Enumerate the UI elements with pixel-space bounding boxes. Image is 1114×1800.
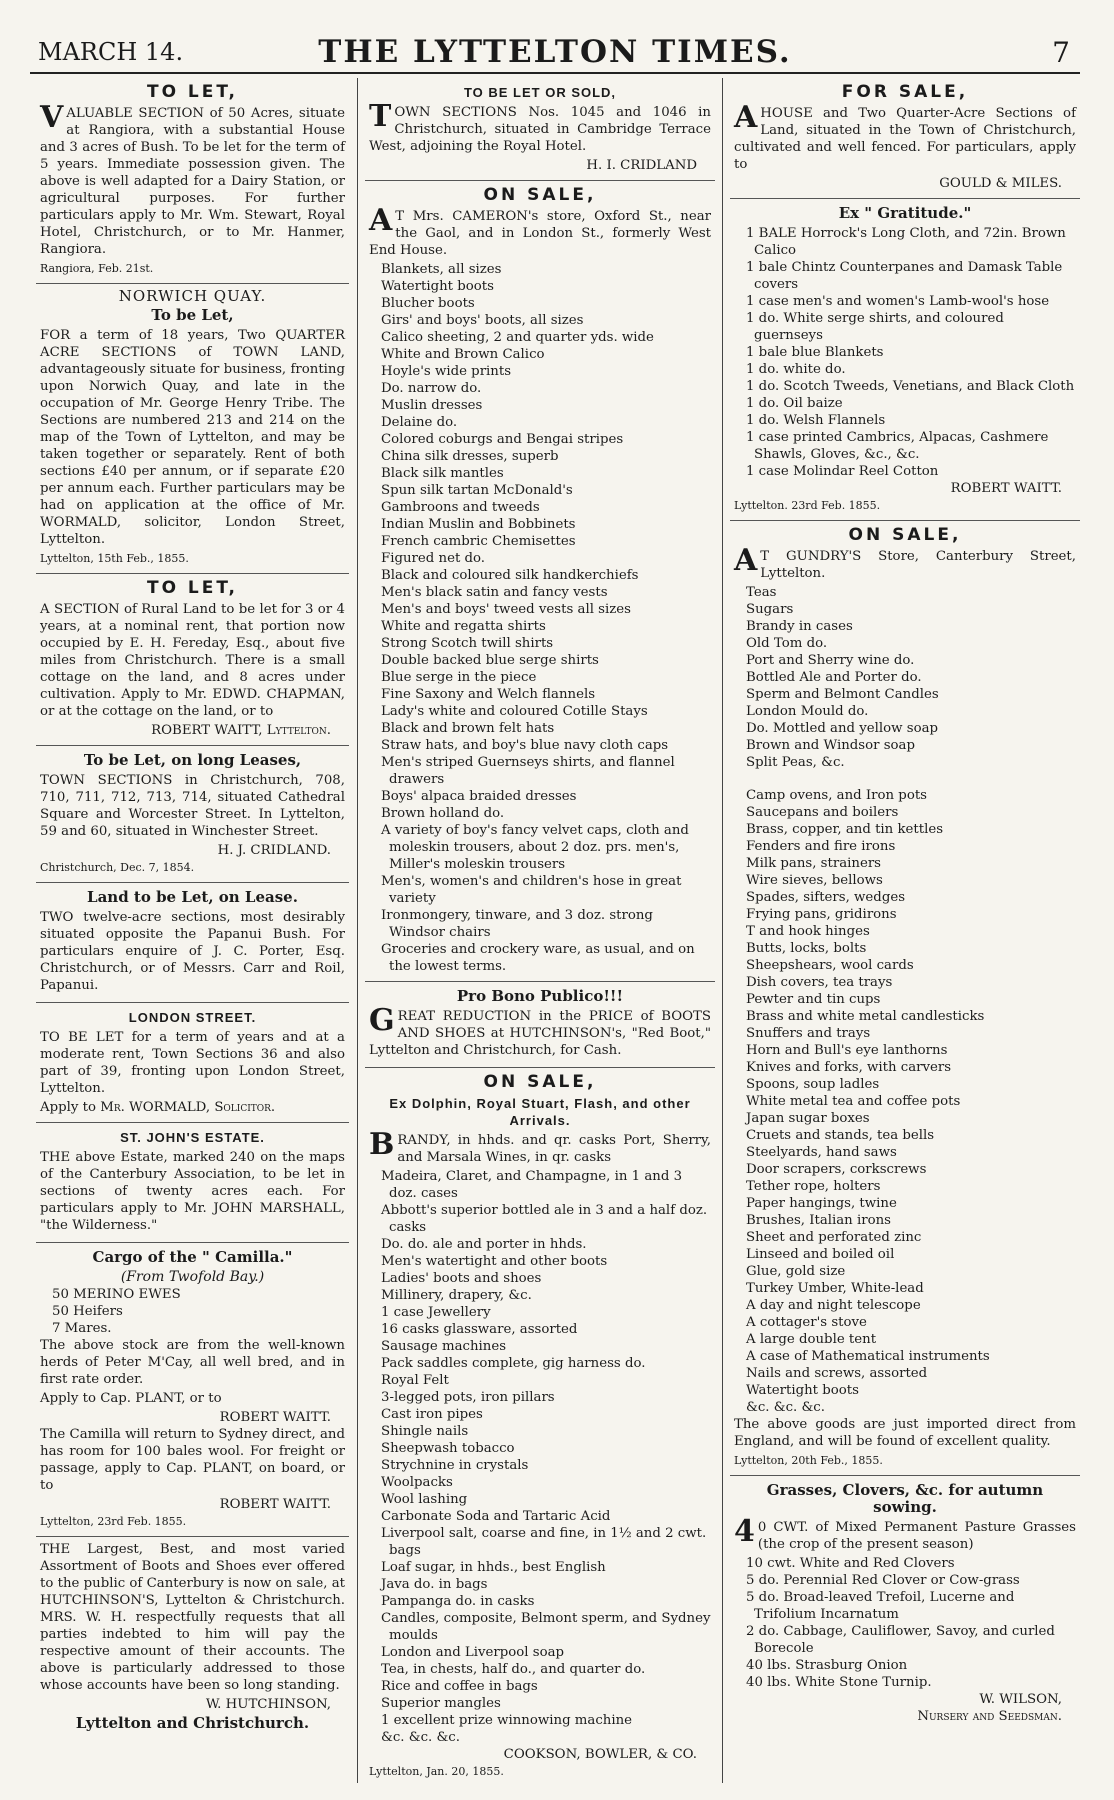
list-item: Carbonate Soda and Tartaric Acid	[381, 1509, 611, 1524]
list-item: Saucepans and boilers	[746, 805, 899, 820]
list-item: Spun silk tartan McDonald's	[381, 483, 573, 498]
list-item: Fine Saxony and Welch flannels	[381, 687, 596, 702]
list-item: Japan sugar boxes	[746, 1111, 870, 1126]
advert-land-lease	[36, 883, 349, 1003]
list-item: White metal tea and coffee pots	[746, 1094, 961, 1109]
item-list	[369, 261, 711, 975]
list-item: Blucher boots	[381, 296, 475, 311]
advert-heading: Land to be Let, on Lease.	[87, 888, 298, 906]
advert-signature: Mr. WORMALD, Solicitor.	[100, 1100, 276, 1115]
advert-heading: Ex " Gratitude."	[838, 204, 972, 222]
advert-body: TOWN SECTIONS Nos. 1045 and 1046 in Christchurch, situated in Cambridge Terrace West, adjoining the Royal Hotel.	[369, 99, 711, 154]
advert-heading: TO LET,	[146, 82, 239, 102]
list-item: Sheepwash tobacco	[381, 1441, 515, 1456]
list-item: Cruets and stands, tea bells	[746, 1128, 935, 1143]
advert-long-leases	[36, 746, 349, 883]
list-item: Rice and coffee in bags	[381, 1679, 538, 1694]
advert-hutchinson	[36, 1537, 349, 1741]
list-item: Door scrapers, corkscrews	[746, 1162, 927, 1177]
advert-date: Lyttelton, 23rd Feb. 1855.	[40, 1515, 187, 1528]
list-item: Watertight boots	[746, 1383, 859, 1398]
list-item: Bottled Ale and Porter do.	[746, 670, 922, 685]
advert-body: 40 CWT. of Mixed Permanent Pasture Grasses (the crop of the present season)	[734, 1514, 1076, 1552]
advert-to-let-rural	[36, 574, 349, 746]
list-item: Double backed blue serge shirts	[381, 653, 599, 668]
list-item: Black and brown felt hats	[381, 721, 555, 736]
list-item: 5 do. Broad-leaved Trefoil, Lucerne and Trifolium Incarnatum	[746, 1590, 1015, 1622]
list-item: &c. &c. &c.	[746, 1400, 825, 1415]
column-1	[36, 78, 349, 1783]
list-item: Nails and screws, assorted	[746, 1366, 928, 1381]
column-3	[730, 78, 1080, 1783]
list-item: Dish covers, tea trays	[746, 975, 893, 990]
list-item: Linseed and boiled oil	[746, 1247, 895, 1262]
advert-body: BRANDY, in hhds. and qr. casks Port, Sherry, and Marsala Wines, in qr. casks	[369, 1127, 711, 1165]
advert-body: THE above Estate, marked 240 on the maps of the Canterbury Association, to be let in sections of twenty acres each. For particulars apply to Mr. JOHN MARSHALL, "the Wilderness."	[40, 1150, 345, 1233]
advert-subheading: (From Twofold Bay.)	[120, 1269, 265, 1285]
list-item: 1 case men's and women's Lamb-wool's hose	[746, 294, 1050, 309]
item-list	[734, 1555, 1076, 1691]
list-item: 2 do. Cabbage, Cauliflower, Savoy, and curled Borecole	[746, 1624, 1055, 1656]
list-item: Camp ovens, and Iron pots	[746, 788, 927, 803]
list-item: 1 bale Chintz Counterpanes and Damask Table covers	[746, 260, 1063, 292]
list-item: Brandy in cases	[746, 619, 853, 634]
advert-place: Nursery and Seedsman.	[917, 1709, 1062, 1724]
list-item: 3-legged pots, iron pillars	[381, 1390, 555, 1405]
list-item: White and regatta shirts	[381, 619, 546, 634]
list-item: Sperm and Belmont Candles	[746, 687, 939, 702]
advert-signature: ROBERT WAITT.	[219, 1497, 331, 1512]
list-item: Milk pans, strainers	[746, 856, 882, 871]
list-item: Men's black satin and fancy vests	[381, 585, 608, 600]
page-number: 7	[1052, 36, 1070, 69]
list-item: Watertight boots	[381, 279, 494, 294]
list-item: 1 case Molindar Reel Cotton	[746, 464, 939, 479]
list-item: 1 case printed Cambrics, Alpacas, Cashmere Shawls, Gloves, &c., &c.	[746, 430, 1049, 462]
list-item: Girs' and boys' boots, all sizes	[381, 313, 584, 328]
list-item: Pampanga do. in casks	[381, 1594, 535, 1609]
advert-norwich-quay	[36, 284, 349, 574]
list-item: Sausage machines	[381, 1339, 507, 1354]
advert-heading: NORWICH QUAY.	[118, 287, 267, 305]
masthead	[30, 32, 1080, 74]
advert-signature: ROBERT WAITT.	[219, 1410, 331, 1425]
advert-body: AHOUSE and Two Quarter-Acre Sections of Land, situated in the Town of Christchurch, cultivated and well fenced. For particulars, apply to	[734, 100, 1076, 172]
list-item: Woolpacks	[381, 1475, 453, 1490]
advert-heading: ST. JOHN'S ESTATE.	[120, 1130, 265, 1145]
advert-camilla-cargo	[36, 1243, 349, 1537]
list-item: A case of Mathematical instruments	[746, 1349, 990, 1364]
list-item: Figured net do.	[381, 551, 486, 566]
advert-heading: ON SALE,	[483, 1072, 597, 1092]
advert-signature: H. J. CRIDLAND.	[217, 843, 331, 858]
list-item: Men's watertight and other boots	[381, 1254, 608, 1269]
list-item: Strong Scotch twill shirts	[381, 636, 554, 651]
list-item: Colored coburgs and Bengai stripes	[381, 432, 624, 447]
list-item: 1 do. Oil baize	[746, 396, 843, 411]
advert-signature: ROBERT WAITT, Lyttelton.	[151, 723, 331, 738]
list-item: Brown holland do.	[381, 806, 505, 821]
list-item: 1 excellent prize winnowing machine	[381, 1713, 633, 1728]
advert-heading: Pro Bono Publico!!!	[456, 987, 624, 1005]
list-item: Indian Muslin and Bobbinets	[381, 517, 576, 532]
list-item: 40 lbs. White Stone Turnip.	[746, 1675, 932, 1690]
advert-cameron-on-sale	[365, 181, 715, 982]
list-item: Shingle nails	[381, 1424, 469, 1439]
advert-heading: LONDON STREET.	[128, 1010, 257, 1025]
advert-signature: COOKSON, BOWLER, & CO.	[503, 1747, 697, 1762]
list-item: Cast iron pipes	[381, 1407, 483, 1422]
list-item: Horn and Bull's eye lanthorns	[746, 1043, 948, 1058]
advert-body: A SECTION of Rural Land to be let for 3 or 4 years, at a nominal rent, that portion now occupied by E. H. Fereday, Esq., about five miles from Christchurch. There is a small cottage on the land, and 8 acres under cultivation. Apply to Mr. EDWD. CHAPMAN, or at the cottage on the land, or to	[40, 602, 345, 719]
list-item: Liverpool salt, coarse and fine, in 1½ and 2 cwt. bags	[381, 1526, 707, 1558]
list-item: Spoons, soup ladles	[746, 1077, 880, 1092]
list-item: Royal Felt	[381, 1373, 449, 1388]
list-item: Split Peas, &c.	[746, 755, 845, 770]
list-item: China silk dresses, superb	[381, 449, 559, 464]
advert-heading: TO LET,	[146, 578, 239, 598]
list-item: Abbott's superior bottled ale in 3 and a half doz. casks	[381, 1203, 708, 1235]
list-item: Hoyle's wide prints	[381, 364, 512, 379]
list-item: London and Liverpool soap	[381, 1645, 565, 1660]
list-item: Black silk mantles	[381, 466, 504, 481]
list-item: Pack saddles complete, gig harness do.	[381, 1356, 646, 1371]
list-item: Boys' alpaca braided dresses	[381, 789, 577, 804]
list-item: 16 casks glassware, assorted	[381, 1322, 578, 1337]
advert-place: Lyttelton and Christchurch.	[75, 1714, 310, 1732]
advert-for-sale-house	[730, 78, 1080, 199]
advert-st-johns-estate	[36, 1123, 349, 1243]
column-divider	[357, 78, 358, 1783]
list-item: Paper hangings, twine	[746, 1196, 897, 1211]
list-item: 1 do. White serge shirts, and coloured guernseys	[746, 311, 1004, 343]
advert-date: Lyttelton. 23rd Feb. 1855.	[734, 499, 881, 512]
list-item: 1 BALE Horrock's Long Cloth, and 72in. Brown Calico	[746, 226, 1066, 258]
list-item: Turkey Umber, White-lead	[746, 1281, 924, 1296]
list-item: Black and coloured silk handkerchiefs	[381, 568, 639, 583]
list-item: Candles, composite, Belmont sperm, and Sydney moulds	[381, 1611, 711, 1643]
item-list	[369, 1168, 711, 1746]
list-item: Spades, sifters, wedges	[746, 890, 906, 905]
advert-apply: Apply to Cap. PLANT, or to	[40, 1391, 222, 1406]
advert-subheading: Ex Dolphin, Royal Stuart, Flash, and other Arrivals.	[389, 1096, 691, 1128]
advert-signature: W. HUTCHINSON,	[205, 1697, 331, 1712]
list-item: Straw hats, and boy's blue navy cloth caps	[381, 738, 669, 753]
list-item: Calico sheeting, 2 and quarter yds. wide	[381, 330, 654, 345]
list-item: Wool lashing	[381, 1492, 468, 1507]
list-item: Glue, gold size	[746, 1264, 846, 1279]
list-item: Blankets, all sizes	[381, 262, 502, 277]
newspaper-title: THE LYTTELTON TIMES.	[318, 34, 792, 70]
list-item: Brass and white metal candlesticks	[746, 1009, 985, 1024]
advert-body: AT Mrs. CAMERON's store, Oxford St., near the Gaol, and in London St., formerly West End House.	[369, 203, 711, 258]
advert-signature: W. WILSON,	[979, 1692, 1062, 1707]
advert-heading: ON SALE,	[483, 185, 597, 205]
list-item: Lady's white and coloured Cotille Stays	[381, 704, 648, 719]
list-item: Teas	[746, 585, 777, 600]
list-item: Sheet and perforated zinc	[746, 1230, 922, 1245]
list-item: 7 Mares.	[52, 1321, 112, 1336]
advert-heading: To be Let, on long Leases,	[83, 751, 302, 769]
list-item: London Mould do.	[746, 704, 869, 719]
advert-signature: H. I. CRIDLAND	[586, 158, 697, 173]
list-item: Madeira, Claret, and Champagne, in 1 and 3 doz. cases	[381, 1169, 683, 1201]
list-item: T and hook hinges	[746, 924, 870, 939]
list-item: 50 Heifers	[52, 1304, 123, 1319]
list-item: Do. do. ale and porter in hhds.	[381, 1237, 587, 1252]
list-item: Port and Sherry wine do.	[746, 653, 915, 668]
list-item: 1 bale blue Blankets	[746, 345, 884, 360]
advert-date: Rangiora, Feb. 21st.	[40, 262, 154, 275]
list-item: Pewter and tin cups	[746, 992, 881, 1007]
list-item: 10 cwt. White and Red Clovers	[746, 1556, 955, 1571]
list-item: Ladies' boots and shoes	[381, 1271, 542, 1286]
list-item: &c. &c. &c.	[381, 1730, 460, 1745]
list-item: Brushes, Italian irons	[746, 1213, 891, 1228]
list-item: Gambroons and tweeds	[381, 500, 540, 515]
list-item: 40 lbs. Strasburg Onion	[746, 1658, 908, 1673]
list-item: Brown and Windsor soap	[746, 738, 915, 753]
list-item: A variety of boy's fancy velvet caps, cloth and moleskin trousers, about 2 doz. prs. men's, Miller's moleskin trousers	[381, 823, 689, 872]
list-item: 1 do. white do.	[746, 362, 846, 377]
list-item: Delaine do.	[381, 415, 458, 430]
advert-ex-gratitude	[730, 199, 1080, 521]
list-item: Brass, copper, and tin kettles	[746, 822, 944, 837]
list-item: Men's, women's and children's hose in great variety	[381, 874, 682, 906]
list-item: Men's and boys' tweed vests all sizes	[381, 602, 631, 617]
advert-body: FOR a term of 18 years, Two QUARTER ACRE SECTIONS of TOWN LAND, advantageously situate for business, fronting upon Norwich Quay, and late in the occupation of Mr. George Henry Tribe. The Sections are numbered 213 and 214 on the map of the Town of Lyttelton, and may be taken together or separately. Rent of both sections £40 per annum, or if separate £20 per annum each. Further particulars may be had on application at the office of Mr. WORMALD, solicitor, London Street, Lyttelton.	[40, 328, 345, 547]
column-2	[365, 78, 715, 1783]
advert-let-or-sold	[365, 78, 715, 181]
item-list	[40, 1286, 345, 1337]
advert-heading: TO BE LET OR SOLD,	[463, 85, 617, 100]
advert-london-street	[36, 1003, 349, 1123]
advert-heading: Grasses, Clovers, &c. for autumn sowing.	[766, 1481, 1044, 1516]
list-item: 1 do. Welsh Flannels	[746, 413, 886, 428]
list-item: Muslin dresses	[381, 398, 483, 413]
list-item: Ironmongery, tinware, and 3 doz. strong Windsor chairs	[381, 908, 653, 940]
advert-body: GREAT REDUCTION in the PRICE of BOOTS AND SHOES at HUTCHINSON's, "Red Boot," Lyttelton and Christchurch, for Cash.	[369, 1003, 711, 1058]
item-list	[734, 787, 1076, 1416]
item-list	[734, 584, 1076, 771]
list-item: French cambric Chemisettes	[381, 534, 576, 549]
list-item: Groceries and crockery ware, as usual, and on the lowest terms.	[381, 942, 695, 974]
advert-date: Lyttelton, Jan. 20, 1855.	[369, 1765, 504, 1778]
list-item: White and Brown Calico	[381, 347, 545, 362]
list-item: Men's striped Guernseys shirts, and flannel drawers	[381, 755, 675, 787]
list-item: Sheepshears, wool cards	[746, 958, 914, 973]
advert-grasses-clovers	[730, 1476, 1080, 1731]
list-item: Frying pans, gridirons	[746, 907, 897, 922]
list-item: Tether rope, holters	[746, 1179, 881, 1194]
list-item: Butts, locks, bolts	[746, 941, 867, 956]
list-item: 1 do. Scotch Tweeds, Venetians, and Black Cloth	[746, 379, 1075, 394]
advert-gundrys-store	[730, 521, 1080, 1476]
list-item: Do. narrow do.	[381, 381, 482, 396]
advert-subheading: To be Let,	[151, 306, 234, 324]
advert-pro-bono-publico	[365, 982, 715, 1068]
advert-apply: Apply to	[40, 1100, 96, 1115]
list-item: Wire sieves, bellows	[746, 873, 883, 888]
list-item: Do. Mottled and yellow soap	[746, 721, 939, 736]
list-item: Sugars	[746, 602, 794, 617]
list-item: Strychnine in crystals	[381, 1458, 529, 1473]
advert-heading: FOR SALE,	[841, 82, 969, 102]
advert-signature: ROBERT WAITT.	[950, 481, 1062, 496]
list-item: Millinery, drapery, &c.	[381, 1288, 532, 1303]
advert-body: TWO twelve-acre sections, most desirably situated opposite the Papanui Bush. For particulars enquire of J. C. Porter, Esq. Christchurch, or of Messrs. Carr and Roil, Papanui.	[40, 910, 345, 993]
advert-body-2: The above goods are just imported direct from England, and will be found of excellent quality.	[734, 1417, 1076, 1449]
advert-body: TO BE LET for a term of years and at a moderate rent, Town Sections 36 and also part of 39, fronting upon London Street, Lyttelton.	[40, 1030, 345, 1096]
list-item: Loaf sugar, in hhds., best English	[381, 1560, 606, 1575]
advert-arrivals-on-sale	[365, 1068, 715, 1783]
list-item: Steelyards, hand saws	[746, 1145, 897, 1160]
advert-body: The above stock are from the well-known herds of Peter M'Cay, all well bred, and in first rate order.	[40, 1338, 345, 1387]
list-item: Knives and forks, with carvers	[746, 1060, 952, 1075]
advert-heading: Cargo of the " Camilla."	[92, 1248, 293, 1266]
list-item: 1 case Jewellery	[381, 1305, 491, 1320]
list-item: Tea, in chests, half do., and quarter do.	[381, 1662, 646, 1677]
list-item: Java do. in bags	[381, 1577, 488, 1592]
list-item: A large double tent	[746, 1332, 877, 1347]
list-item: 5 do. Perennial Red Clover or Cow-grass	[746, 1573, 1020, 1588]
advert-heading: ON SALE,	[848, 525, 962, 545]
advert-body-2: The Camilla will return to Sydney direct, and has room for 100 bales wool. For freight or passage, apply to Cap. PLANT, on board, or to	[40, 1427, 345, 1493]
list-item: Old Tom do.	[746, 636, 828, 651]
list-item: Blue serge in the piece	[381, 670, 537, 685]
issue-date: MARCH 14.	[38, 38, 184, 66]
advert-body: VALUABLE SECTION of 50 Acres, situate at Rangiora, with a substantial House and 3 acres of Bush. To be let for the term of 5 years. Immediate possession given. The above is well adapted for a Dairy Station, or agricultural purposes. For further particulars apply to Mr. Wm. Stewart, Royal Hotel, Christchurch, or to Mr. Hanmer, Rangiora.	[40, 100, 345, 257]
advert-body: THE Largest, Best, and most varied Assortment of Boots and Shoes ever offered to the public of Canterbury is now on sale, at HUTCHINSON'S, Lyttelton & Christchurch. MRS. W. H. respectfully requests that all parties indebted to him will pay the respective amount of their accounts. The above is particularly addressed to those whose accounts have been so long standing.	[40, 1542, 345, 1693]
list-item: Fenders and fire irons	[746, 839, 896, 854]
advert-date: Christchurch, Dec. 7, 1854.	[40, 861, 195, 874]
advert-signature: GOULD & MILES.	[939, 176, 1062, 191]
list-item: A cottager's stove	[746, 1315, 867, 1330]
advert-date: Lyttelton, 20th Feb., 1855.	[734, 1454, 883, 1467]
advert-date: Lyttelton, 15th Feb., 1855.	[40, 552, 189, 565]
list-item: Snuffers and trays	[746, 1026, 871, 1041]
list-item: Superior mangles	[381, 1696, 501, 1711]
item-list	[734, 225, 1076, 480]
list-item: 50 MERINO EWES	[52, 1287, 181, 1302]
advert-to-let-rangiora	[36, 78, 349, 284]
list-item: A day and night telescope	[746, 1298, 921, 1313]
advert-body: AT GUNDRY'S Store, Canterbury Street, Lyttelton.	[734, 543, 1076, 581]
advert-body: TOWN SECTIONS in Christchurch, 708, 710, 711, 712, 713, 714, situated Cathedral Square and Worcester Street. In Lyttelton, 59 and 60, situated in Winchester Street.	[40, 773, 345, 839]
column-divider	[722, 78, 723, 1783]
